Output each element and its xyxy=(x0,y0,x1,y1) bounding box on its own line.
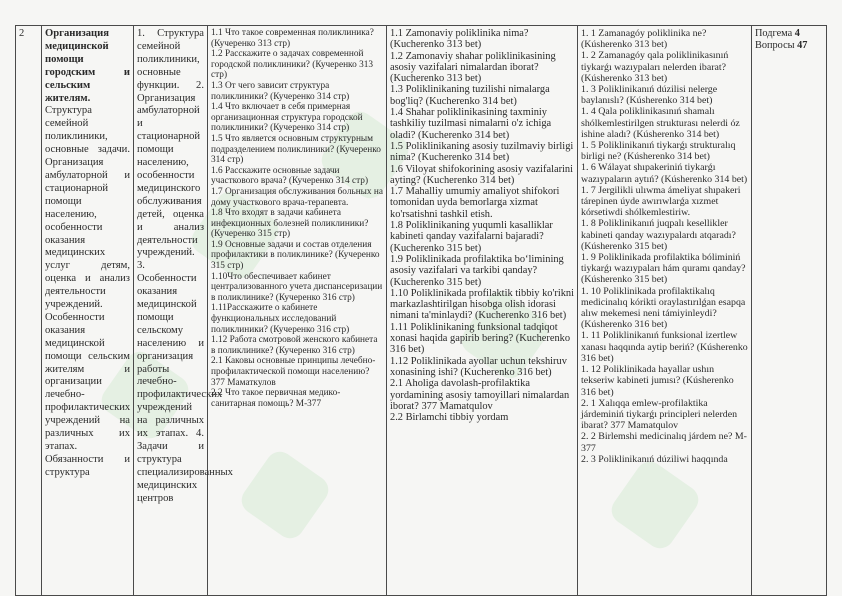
question-kk: 1. 3 Poliklinikanıń dúzilisi nelerge baylanıslı? (Kúsherenko 314 bet) xyxy=(581,84,718,107)
topic-heading: Организация медицинской помощи городским и сельским жителям. xyxy=(45,28,130,104)
count-cell xyxy=(752,26,827,596)
question-kk: 2. 2 Birlemshi medicinalıq járdem ne? M-377 xyxy=(581,431,747,454)
question-uz: 1.3 Poliklinikaning tuzilishi nimalarga bog'liq? (Kucherenko 314 bet) xyxy=(390,84,550,107)
question-ru: 1.9 Основные задачи и состав отделения профилактики в поликлинике? (Кучеренко 315 стр) xyxy=(211,239,380,272)
topic-cell xyxy=(42,26,134,596)
question-uz: 1.4 Shahar poliklinikasining taxminiy tashkiliy tuzilmasi nimalarni o'z ichiga oladi? (Kucherenko 314 bet) xyxy=(390,107,552,141)
question-uz: 2.2 Birlamchi tibbiy yordam xyxy=(390,412,509,424)
subtopic-label: Подгема xyxy=(755,28,793,39)
topic-body: Структура семейной поликлиники, основные задачи. Организация амбулаторной и стационарной помощи населению, особенности оказания медицинских услуг детям, оценка и анализ деятельности учреждений. Особенности оказания медицинской помощи сельским жителям и организации лечебно-профилактических учреждений на различных их этапах. Обязанности и структура xyxy=(45,105,131,478)
question-kk: 2. 3 Poliklinikanıń dúziliwi haqqında xyxy=(581,453,728,465)
question-ru: 2.1 Каковы основные принципы лечебно- профилактической помощи населению? 377 Маматкулов xyxy=(211,356,376,388)
question-ru: 1.8 Что входят в задачи кабинета инфекционных болезней поликлиники? (Кучеренко 315 стр) xyxy=(211,208,369,240)
question-ru: 1.10Что обеспечивает кабинет централизованного учета диспансеризации в поликлинике? (Кучеренко 316 стр) xyxy=(211,271,383,303)
syllabus-table xyxy=(15,25,827,596)
question-kk: 1. 5 Poliklinikanıń tiykarǵı strukturalıq birligi ne? (Kúsherenko 314 bet) xyxy=(581,140,736,163)
question-uz: 1.5 Poliklinikaning asosiy tuzilmaviy birligi nima? (Kucherenko 314 bet) xyxy=(390,140,574,164)
question-ru: 1.5 Что является основным структурным подразделением поликлиники? (Кучеренко 314 стр) xyxy=(211,133,381,166)
question-uz: 1.11 Poliklinikaning funksional tadqiqot xonasi haqida gapirib bering? (Kucherenko 316 bet) xyxy=(390,321,571,356)
question-uz: 1.12 Poliklinikada ayollar uchun tekshiruv xonasining ishi? (Kucherenko 316 bet) xyxy=(390,355,567,378)
question-kk: 1. 12 Poliklinikada hayallar ushın tekseriw kabineti jumısı? (Kúsherenko 316 bet) xyxy=(581,364,734,398)
question-kk: 1. 8 Poliklinikanıń juqpalı keselliklеr kabineti qanday wazıypalardı atqaradı? (Kúsherenko 315 bet) xyxy=(581,218,736,252)
question-uz: 1.7 Mahalliy umumiy amaliyot shifokori tomonidan uyda bemorlarga xizmat ko'rsatishni tashkil etish. xyxy=(390,186,560,220)
question-ru: 1.1 Что такое современная поликлиника? (Кучеренко 313 стр) xyxy=(211,28,374,49)
question-ru: 1.3 От чего зависит структура поликлиники? (Кучеренко 314 стр) xyxy=(211,80,350,102)
question-uz: 1.10 Poliklinikada profilaktik tibbiy ko'rikni markazlashtirilgan hisobga olish idorasi nimani ta'minlaydi? (Kucherenko 316 bet) xyxy=(390,287,574,322)
questions-uz-cell xyxy=(387,26,578,596)
question-kk: 1. 6 Wálayat shıpakeriniń tiykarǵı wazıypaların aytıń? (Kúsherenko 314 bet) xyxy=(581,162,748,185)
questions-kk-cell xyxy=(578,26,752,596)
question-kk: 1. 2 Zamanagóy qala poliklinikasınıń tiykarǵı wazıypaları nelerden ibarat? (Kúsherenko 313 bet) xyxy=(581,50,729,84)
question-uz: 1.6 Viloyat shifokorining asosiy vazifalarini ayting? (Kucherenko 314 bet) xyxy=(390,163,574,186)
questions-count: 47 xyxy=(797,40,808,51)
question-ru: 1.7 Организация обслуживания больных на дому участкового врача-терапевта. xyxy=(211,186,383,208)
questions-label: Вопросы xyxy=(755,40,795,51)
question-ru: 1.4 Что включает в себя примерная организационная структура городской поликлиники? (Кучеренко 314 стр) xyxy=(211,102,363,134)
question-kk: 1. 11 Poliklinikanıń funksional izertlew xanası haqqında aytip beriń? (Kúsherenko 316 bet) xyxy=(581,330,748,364)
question-kk: 1. 7 Jergilikli ulıwma ámeliyat shıpakeri tárepinen úyde awırıwlarǵa xızmet kórsetiwdi shólkemlestiriw. xyxy=(581,184,741,219)
questions-ru-cell xyxy=(208,26,387,596)
question-ru: 1.11Расскажите о кабинете функциональных исследований поликлиники? (Кучеренко 316 стр) xyxy=(211,303,350,335)
question-uz: 1.9 Poliklinikada profilaktika bo‘limining asosiy vazifalari va tarkibi qanday? (Kucherenko 315 bet) xyxy=(390,253,564,288)
question-kk: 1. 4 Qala poliklinikasınıń shamalı shólkemlestirilgen strukturası nelerdi óz ishine aladı? (Kúsherenko 314 bet) xyxy=(581,106,740,140)
question-uz: 2.1 Aholiga davolash-profilaktika yordamining asosiy tamoyillari nimalardan iborat? 377 Mamatqulov xyxy=(390,378,570,412)
question-ru: 1.6 Расскажите основные задачи участкового врача? (Кучеренко 314 стр) xyxy=(211,165,369,187)
question-kk: 1. 1 Zamanagóy poliklinika ne? (Kúsherenko 313 bet) xyxy=(581,28,707,51)
question-uz: 1.8 Poliklinikaning yuqumli kasalliklar kabineti qanday vazifalarni bajaradi? (Kucherenko 315 bet) xyxy=(390,220,553,254)
question-uz: 1.1 Zamonaviy poliklinika nima? (Kucherenko 313 bet) xyxy=(390,28,529,51)
question-kk: 2. 1 Xalıqqa emlew-profilaktika járdeminiń tiykarǵı principleri nelerden ibarat? 377 Mamatqulov xyxy=(581,397,738,432)
question-kk: 1. 10 Poliklinikada profilaktikalıq medicinalıq kórikti oraylastırılǵan esapqa alıw mekemesi neni támiyinleydi? (Kúsherenko 316 bet) xyxy=(581,285,746,331)
row-number: 2 xyxy=(16,26,42,596)
question-kk: 1. 9 Poliklinikada profilaktika bóliminiń tiykarǵı wazıypaları hám quramı qanday? (Kúsherenko 315 bet) xyxy=(581,252,746,286)
question-uz: 1.2 Zamonaviy shahar poliklinikasining asosiy vazifalari nimalardan iborat? (Kucherenko 313 bet) xyxy=(390,50,556,85)
table-row xyxy=(16,26,827,596)
question-ru: 1.2 Расскажите о задачах современной городской поликлиники? (Кучеренко 313 стр) xyxy=(211,49,374,81)
subtopic-count: 4 xyxy=(794,28,800,39)
question-ru: 1.12 Работа смотровой женского кабинета в поликлинике? (Кучеренко 316 стр) xyxy=(211,335,378,356)
items-cell: 1. Структура семейной поликлиники, основные функции. 2. Организация амбулаторной и стационарной помощи населению, особенности медицинского обслуживания детей, оценка и анализ деятельности учреждений. 3. Особенности оказания медицинской помощи сельскому населению и организация работы лечебно-профилактических учреждений на различных их этапах. 4. Задачи и структура специализированных медицинских центров xyxy=(134,26,208,596)
question-ru: 2.2 Что такое первичная медико-санитарная помощь? М-377 xyxy=(211,388,341,409)
